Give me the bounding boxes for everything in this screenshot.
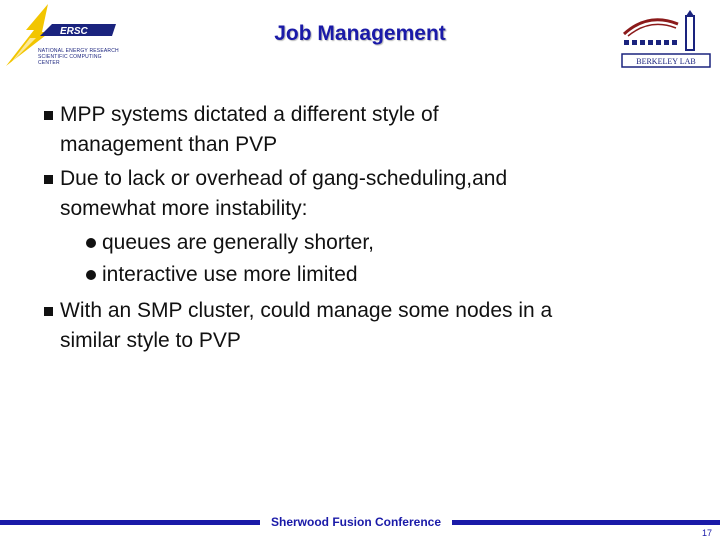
bullet-text: queues are generally shorter, [102, 231, 375, 254]
nersc-caption-line: NATIONAL ENERGY RESEARCH [38, 48, 119, 54]
page-number: 17 [701, 528, 712, 538]
list-item [60, 166, 680, 192]
round-bullet-icon [86, 238, 96, 248]
nersc-wordmark: ERSC [60, 26, 88, 37]
nersc-caption-line: SCIENTIFIC COMPUTING CENTER [38, 54, 102, 66]
list-item-continuation [60, 328, 680, 354]
list-item-continuation [60, 196, 680, 222]
bullet-text: MPP systems dictated a different style of [60, 103, 439, 126]
sub-list-item [102, 230, 662, 256]
nersc-caption [38, 48, 122, 66]
list-item [60, 102, 680, 128]
page-title: Job Management [274, 22, 446, 45]
bullet-text: somewhat more instability: [60, 197, 308, 220]
bullet-text: management than PVP [60, 133, 278, 156]
square-bullet-icon [44, 111, 53, 120]
round-bullet-icon [86, 270, 96, 280]
list-item-continuation [60, 132, 680, 158]
square-bullet-icon [44, 307, 53, 316]
bullet-text: Due to lack or overhead of gang-scheduling,and [60, 167, 508, 190]
bullet-text: interactive use more limited [102, 263, 358, 286]
sub-list-item [102, 262, 662, 288]
berkeley-lab-caption: BERKELEY LAB [636, 57, 696, 66]
list-item [60, 298, 680, 324]
bullet-text: With an SMP cluster, could manage some nodes in a [60, 299, 553, 322]
square-bullet-icon [44, 175, 53, 184]
footer-conference: Sherwood Fusion Conference [260, 512, 452, 532]
bullet-text: similar style to PVP [60, 329, 241, 352]
